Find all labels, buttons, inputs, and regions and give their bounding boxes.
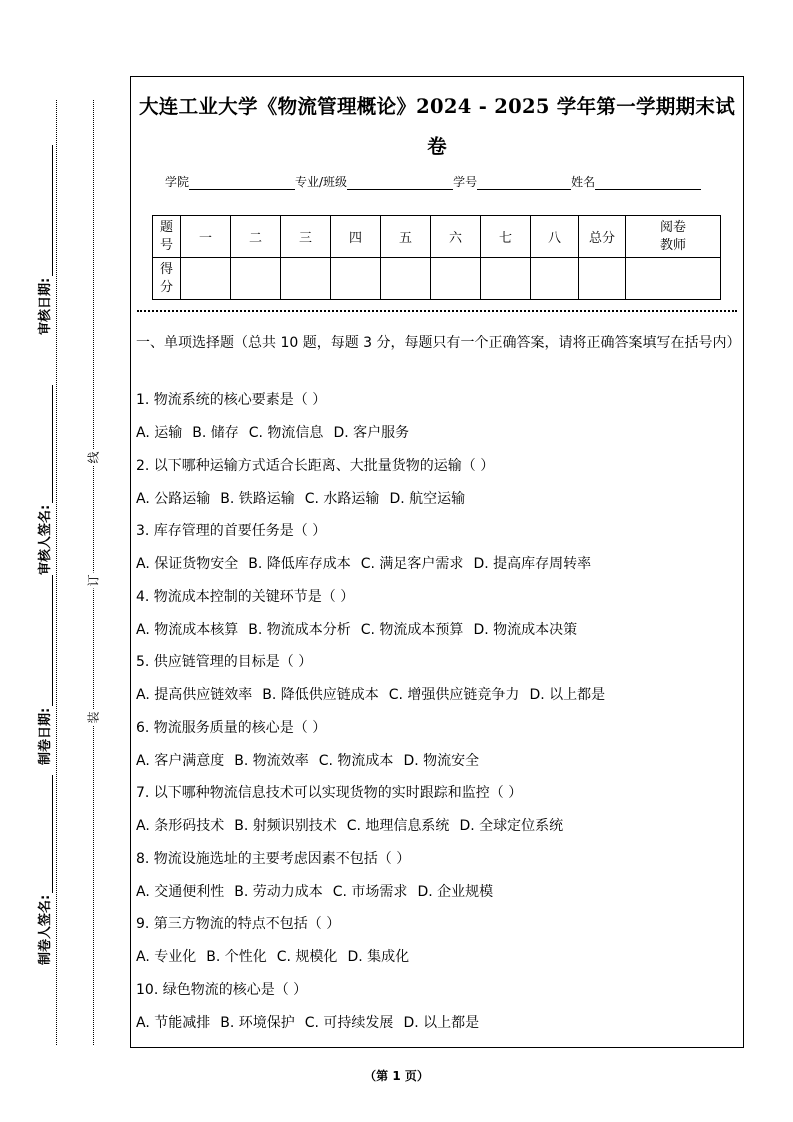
option-a[interactable]: A. 提高供应链效率	[136, 687, 253, 703]
option-d[interactable]: D. 全球定位系统	[459, 818, 564, 834]
question-options	[136, 1012, 489, 1032]
option-d[interactable]: D. 以上都是	[403, 1014, 480, 1031]
score-table-header-row	[153, 216, 721, 258]
binding-dotted-line-outer	[56, 100, 57, 1045]
exam-title	[131, 87, 743, 167]
exam-frame	[130, 76, 744, 1048]
question-stem: 5. 供应链管理的目标是（ ）	[136, 654, 313, 670]
question-options	[136, 553, 601, 573]
score-table-row2-label: 得分	[153, 258, 181, 300]
score-cell[interactable]	[481, 258, 531, 300]
score-table-score-row	[153, 258, 721, 300]
score-cell[interactable]	[531, 258, 579, 300]
option-b[interactable]: B. 铁路运输	[220, 490, 295, 507]
section-title: 一、单项选择题（总共 10 题，每题 3 分，每题只有一个正确答案，请将正确答案填写在括号内）	[136, 335, 741, 351]
date-maker-line[interactable]	[38, 575, 53, 706]
seal-dotted-separator	[137, 310, 737, 312]
option-c[interactable]: C. 物流成本	[318, 752, 394, 769]
question-stem: 10. 绿色物流的核心是（ ）	[136, 981, 308, 998]
score-col-1: 一	[181, 216, 231, 258]
question-options	[136, 422, 419, 442]
option-d[interactable]: D. 集成化	[347, 949, 410, 965]
option-a[interactable]: A. 物流成本核算	[136, 621, 239, 638]
date-reviewer	[33, 145, 53, 335]
option-d[interactable]: D. 物流成本决策	[473, 621, 578, 638]
binding-label-zhuang: 装	[83, 710, 104, 726]
question-stem: 9. 第三方物流的特点不包括（ ）	[136, 916, 341, 932]
score-cell[interactable]	[181, 258, 231, 300]
option-a[interactable]: A. 条形码技术	[136, 818, 225, 834]
date-maker-label: 制卷日期:	[38, 707, 53, 765]
signature-reviewer-label: 审核人签名:	[38, 504, 53, 575]
option-b[interactable]: B. 环境保护	[220, 1014, 295, 1031]
binding-label-xian: 线	[83, 450, 104, 466]
field-id-input[interactable]	[477, 177, 571, 190]
score-col-7: 七	[481, 216, 531, 258]
question-stem: 1. 物流系统的核心要素是（ ）	[136, 392, 327, 408]
date-reviewer-line[interactable]	[38, 145, 53, 276]
option-c[interactable]: C. 增强供应链竞争力	[388, 687, 520, 703]
option-c[interactable]: C. 满足客户需求	[360, 556, 464, 572]
page-number: （第 1 页）	[364, 1069, 429, 1083]
option-a[interactable]: A. 节能减排	[136, 1014, 211, 1031]
field-name-input[interactable]	[595, 177, 701, 190]
option-d[interactable]: D. 企业规模	[417, 883, 494, 900]
option-c[interactable]: C. 可持续发展	[304, 1014, 394, 1031]
option-b[interactable]: B. 储存	[192, 425, 239, 441]
score-table	[152, 215, 721, 300]
option-c[interactable]: C. 水路运输	[304, 490, 380, 507]
binding-label-ding: 订	[83, 573, 104, 589]
exam-title-line2: 卷	[427, 135, 447, 158]
option-c[interactable]: C. 物流成本预算	[360, 621, 464, 638]
question-stem: 8. 物流设施选址的主要考虑因素不包括（ ）	[136, 850, 411, 867]
signature-reviewer	[33, 385, 53, 575]
score-col-6: 六	[431, 216, 481, 258]
option-a[interactable]: A. 客户满意度	[136, 752, 225, 769]
question-stem: 2. 以下哪种运输方式适合长距离、大批量货物的运输（ ）	[136, 457, 495, 474]
question-stem: 6. 物流服务质量的核心是（ ）	[136, 719, 327, 736]
option-d[interactable]: D. 提高库存周转率	[473, 556, 592, 572]
option-b[interactable]: B. 劳动力成本	[234, 883, 323, 900]
option-d[interactable]: D. 航空运输	[389, 490, 466, 507]
exam-title-line1: 大连工业大学《物流管理概论》2024 - 2025 学年第一学期期末试	[138, 95, 735, 118]
option-d[interactable]: D. 物流安全	[403, 752, 480, 769]
option-b[interactable]: B. 降低库存成本	[248, 556, 351, 572]
date-maker	[33, 575, 53, 765]
question-options	[136, 815, 573, 835]
option-a[interactable]: A. 专业化	[136, 949, 197, 965]
question-options	[136, 684, 615, 704]
option-b[interactable]: B. 物流效率	[234, 752, 309, 769]
score-cell-grader[interactable]	[626, 258, 721, 300]
score-col-8: 八	[531, 216, 579, 258]
field-major-input[interactable]	[347, 177, 453, 190]
score-col-grader: 阅卷教师	[626, 216, 721, 258]
question-stem: 4. 物流成本控制的关键环节是（ ）	[136, 588, 355, 605]
score-col-3: 三	[281, 216, 331, 258]
question-stem: 3. 库存管理的首要任务是（ ）	[136, 523, 327, 539]
field-name-label: 姓名	[571, 175, 596, 189]
signature-reviewer-line[interactable]	[38, 385, 53, 503]
option-b[interactable]: B. 降低供应链成本	[262, 687, 379, 703]
option-a[interactable]: A. 运输	[136, 425, 183, 441]
option-a[interactable]: A. 公路运输	[136, 490, 211, 507]
option-b[interactable]: B. 射频识别技术	[234, 818, 337, 834]
question-options	[136, 946, 419, 966]
score-cell[interactable]	[281, 258, 331, 300]
option-c[interactable]: C. 规模化	[276, 949, 338, 965]
score-col-2: 二	[231, 216, 281, 258]
option-b[interactable]: B. 个性化	[206, 949, 267, 965]
option-b[interactable]: B. 物流成本分析	[248, 621, 351, 638]
option-c[interactable]: C. 地理信息系统	[346, 818, 450, 834]
student-info	[165, 173, 701, 190]
field-major-label: 专业/班级	[295, 175, 348, 189]
option-d[interactable]: D. 客户服务	[333, 425, 410, 441]
score-cell[interactable]	[231, 258, 281, 300]
option-a[interactable]: A. 交通便利性	[136, 883, 225, 900]
option-a[interactable]: A. 保证货物安全	[136, 556, 239, 572]
score-cell[interactable]	[381, 258, 431, 300]
question-options	[136, 881, 503, 901]
score-cell[interactable]	[431, 258, 481, 300]
score-cell[interactable]	[331, 258, 381, 300]
field-id-label: 学号	[453, 175, 478, 189]
question-stem: 7. 以下哪种物流信息技术可以实现货物的实时跟踪和监控（ ）	[136, 785, 523, 801]
field-college-label: 学院	[165, 175, 190, 189]
score-col-total: 总分	[579, 216, 626, 258]
score-table-row1-label: 题号	[153, 216, 181, 258]
score-col-4: 四	[331, 216, 381, 258]
score-cell-total[interactable]	[579, 258, 626, 300]
question-options	[136, 750, 489, 770]
field-college-input[interactable]	[189, 177, 295, 190]
option-c[interactable]: C. 市场需求	[332, 883, 408, 900]
signature-maker-line[interactable]	[38, 775, 53, 893]
score-col-5: 五	[381, 216, 431, 258]
option-c[interactable]: C. 物流信息	[248, 425, 324, 441]
option-d[interactable]: D. 以上都是	[529, 687, 606, 703]
date-reviewer-label: 审核日期:	[38, 277, 53, 335]
question-options	[136, 488, 475, 508]
signature-maker	[33, 775, 53, 965]
question-options	[136, 619, 587, 639]
signature-maker-label: 制卷人签名:	[38, 894, 53, 965]
